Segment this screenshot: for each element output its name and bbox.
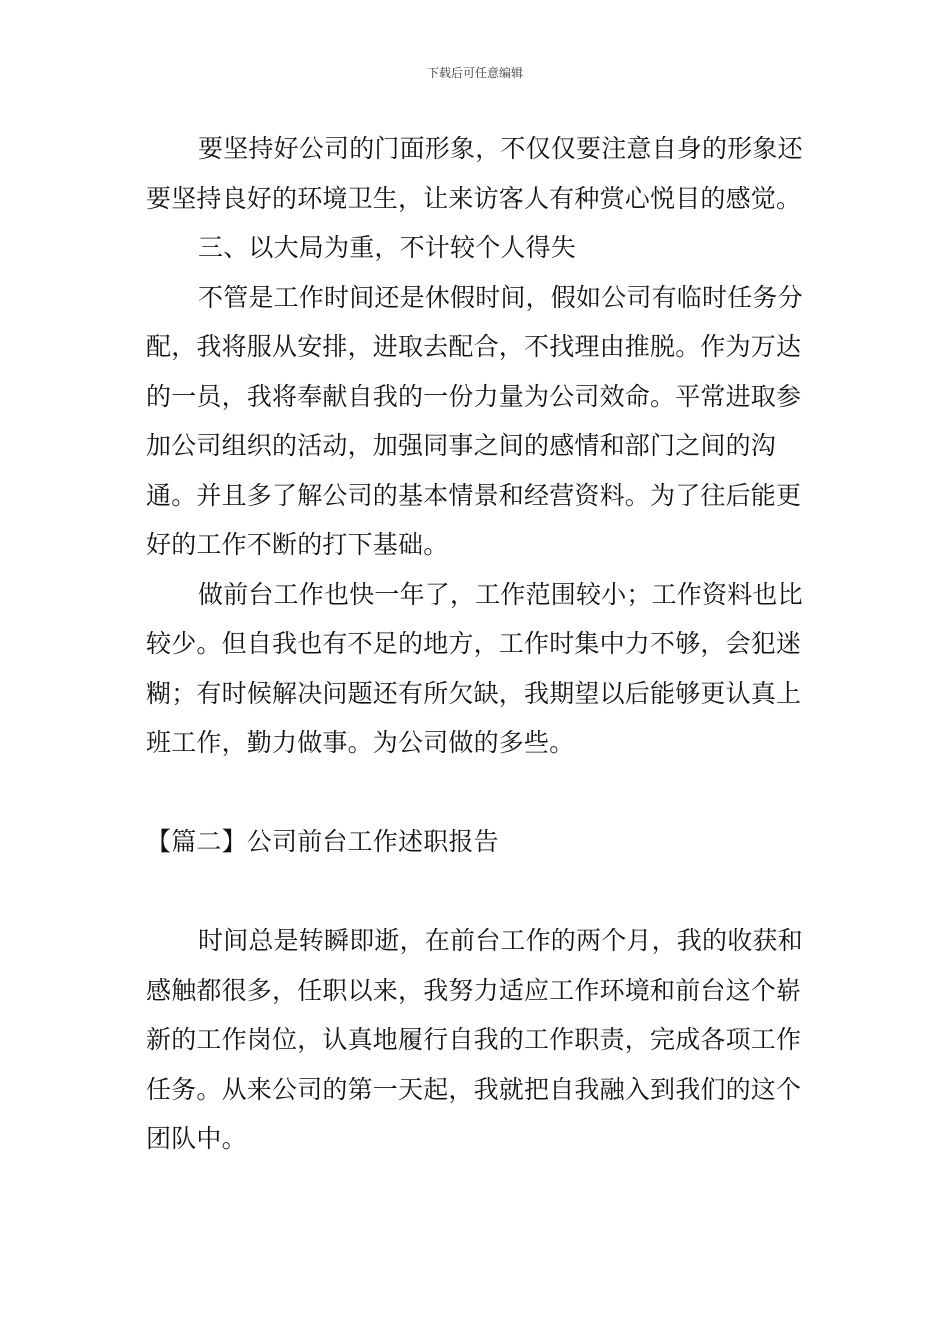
section-title-part-two: 【篇二】公司前台工作述职报告 xyxy=(146,827,499,856)
blank-line xyxy=(146,867,808,917)
heading-big-picture: 三、以大局为重，不计较个人得失 xyxy=(198,233,577,262)
document-body xyxy=(146,124,808,1164)
paragraph-obey-arrangement: 不管是工作时间还是休假时间，假如公司有临时任务分配，我将服从安排，进取去配合，不找理由推脱。作为万达的一员，我将奉献自我的一份力量为公司效命。平常进取参加公司组织的活动，加强同事之间的感情和部门之间的沟通。并且多了解公司的基本情景和经营资料。为了往后能更好的工作不断的打下基础。 xyxy=(146,282,803,559)
paragraph-image-maintenance: 要坚持好公司的门面形象，不仅仅要注意自身的形象还要坚持良好的环境卫生，让来访客人有种赏心悦目的感觉。 xyxy=(146,134,803,213)
blank-line xyxy=(146,768,808,818)
paragraph-self-reflection: 做前台工作也快一年了，工作范围较小；工作资料也比较少。但自我也有不足的地方，工作时集中力不够，会犯迷糊；有时候解决问题还有所欠缺，我期望以后能够更认真上班工作，勤力做事。为公司做的多些。 xyxy=(146,579,803,757)
paragraph-two-months: 时间总是转瞬即逝，在前台工作的两个月，我的收获和感触都很多，任职以来，我努力适应工作环境和前台这个崭新的工作岗位，认真地履行自我的工作职责，完成各项工作任务。从来公司的第一天起，我就把自我融入到我们的这个团队中。 xyxy=(146,926,803,1153)
page-header: 下载后可任意编辑 xyxy=(426,66,523,80)
